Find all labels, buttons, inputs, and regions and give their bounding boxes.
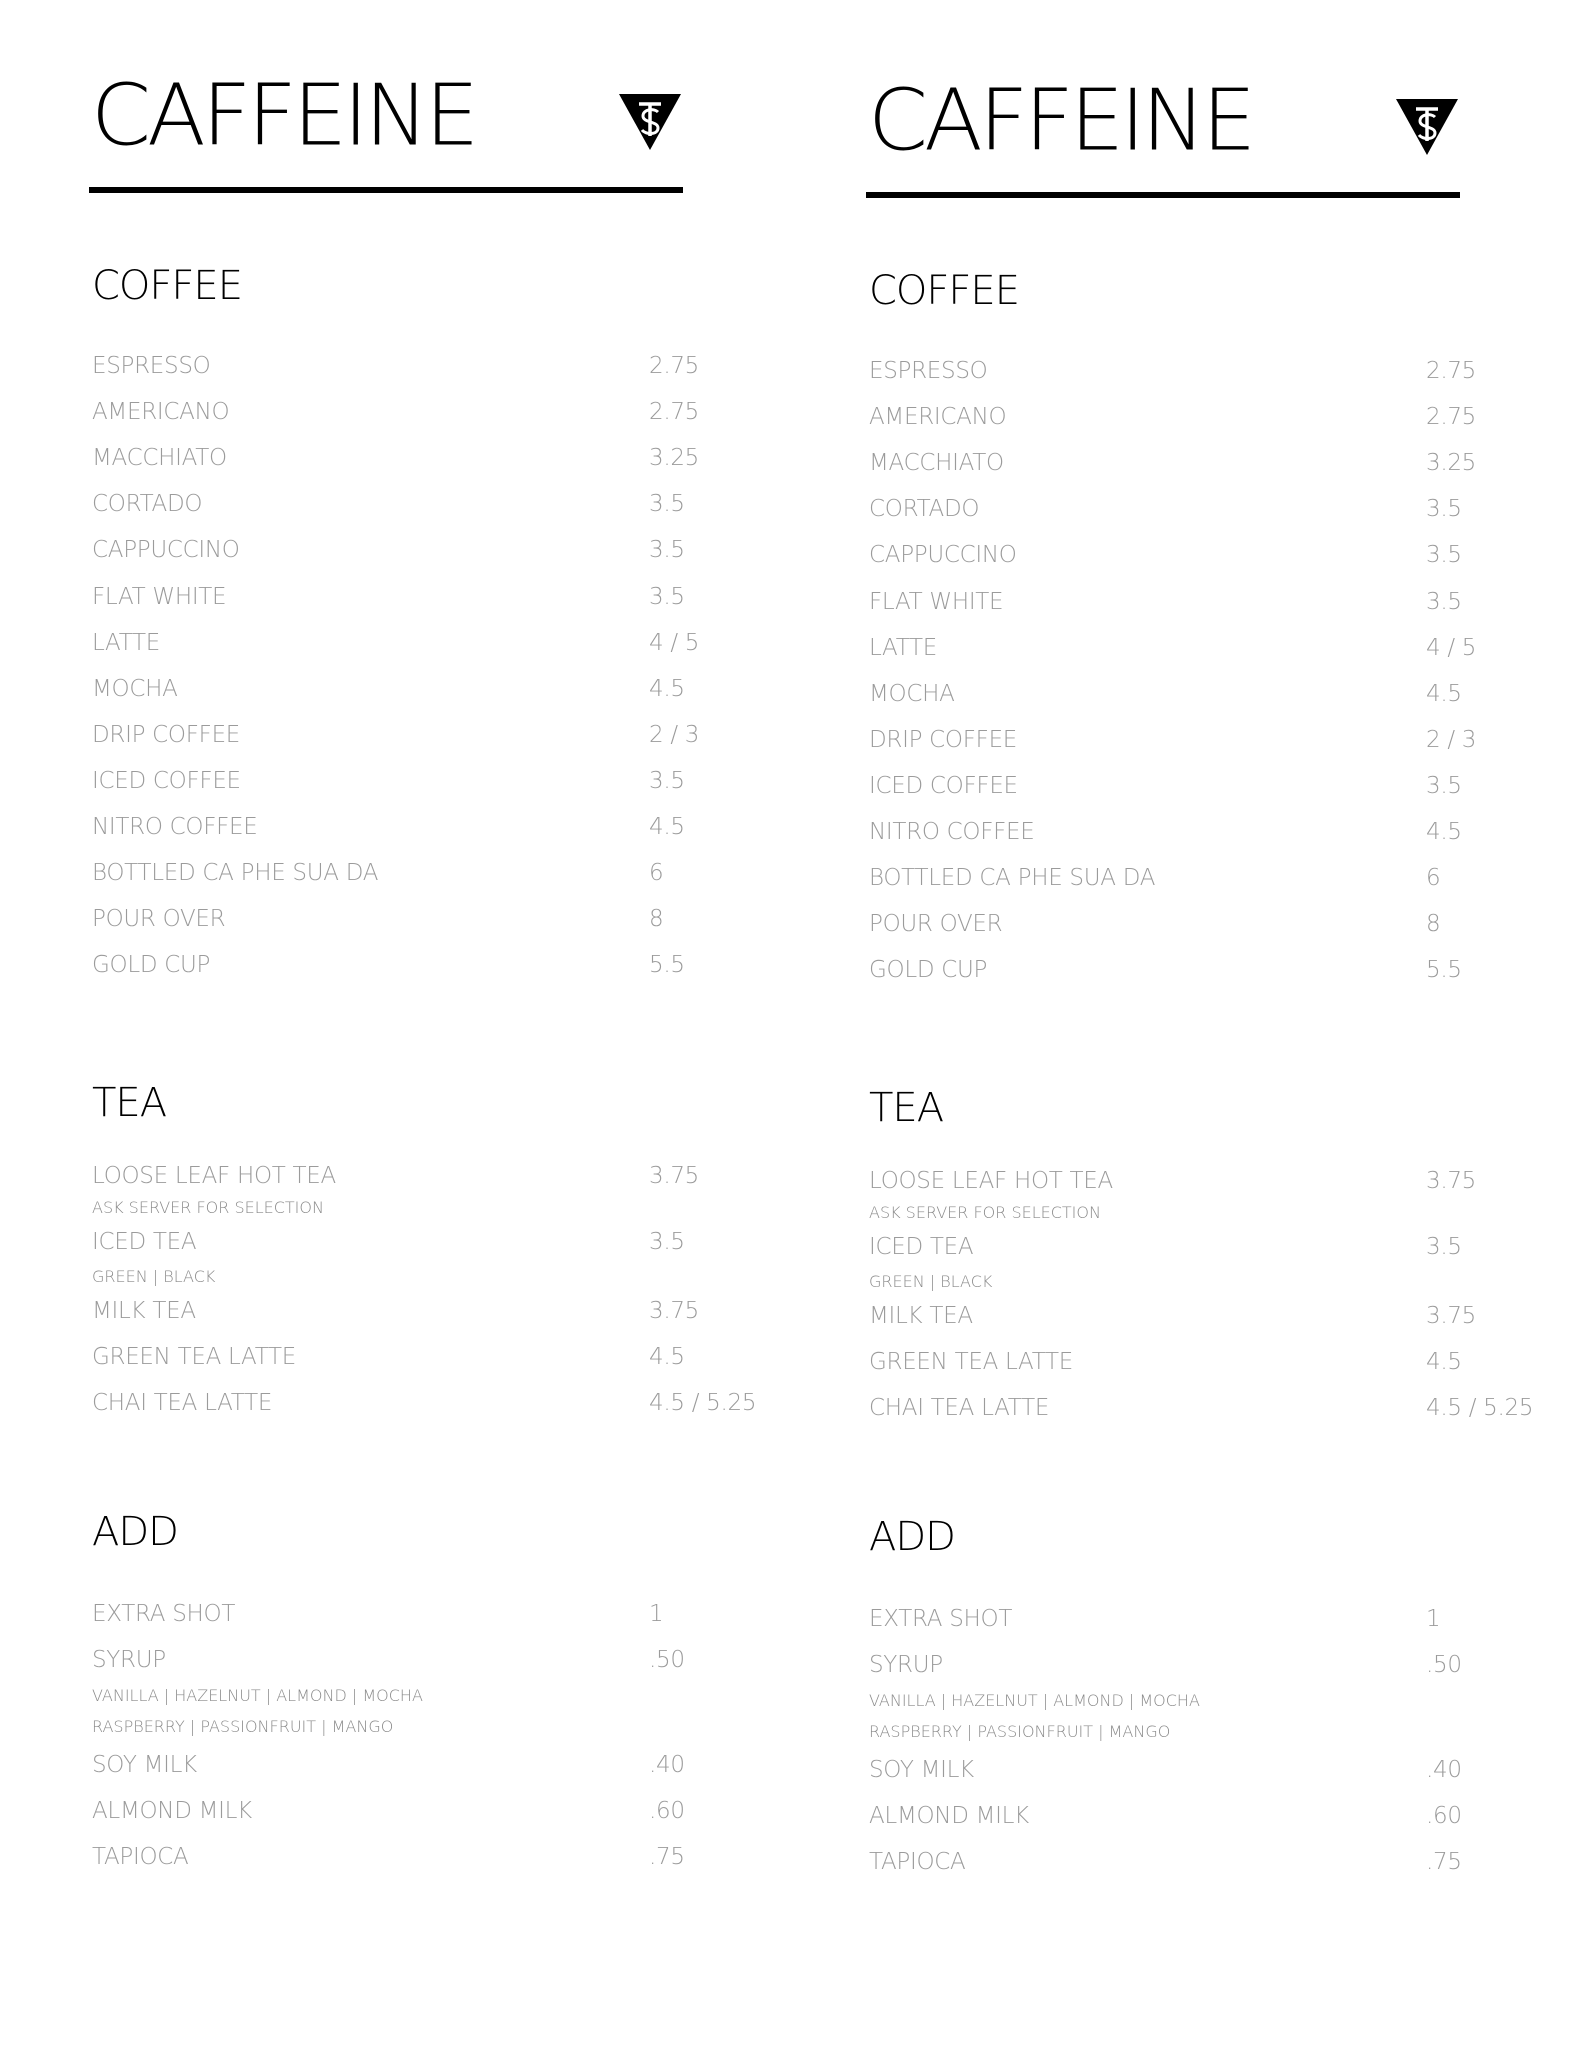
menu-item-note: RASPBERRY | PASSIONFRUIT | MANGO <box>92 1717 394 1736</box>
menu-item-price: 4.5 <box>649 1344 685 1370</box>
menu-item-note: VANILLA | HAZELNUT | ALMOND | MOCHA <box>92 1686 423 1705</box>
menu-item-price: 2.75 <box>1426 404 1477 431</box>
section-title-coffee: COFFEE <box>92 263 242 309</box>
menu-item-name: GREEN TEA LATTE <box>869 1349 1074 1375</box>
menu-item-price: 4.5 <box>1426 1349 1462 1375</box>
menu-item-price: 2 / 3 <box>649 721 700 748</box>
menu-item-name: MOCHA <box>92 675 178 702</box>
menu-item-note: ASK SERVER FOR SELECTION <box>869 1203 1101 1222</box>
menu-item-name: CORTADO <box>869 496 980 523</box>
section-title-tea: TEA <box>869 1085 944 1131</box>
menu-item-name: ESPRESSO <box>92 353 211 379</box>
menu-item-price: .60 <box>1426 1803 1462 1829</box>
menu-item-name: ESPRESSO <box>869 358 988 384</box>
menu-item-price: .75 <box>649 1844 685 1870</box>
menu-item-price: 3.5 <box>649 767 685 794</box>
menu-item-name: SYRUP <box>92 1647 166 1673</box>
menu-item-name: GREEN TEA LATTE <box>92 1344 297 1370</box>
menu-item-price: 3.5 <box>1426 496 1462 523</box>
menu-item-name: GOLD CUP <box>92 952 211 979</box>
menu-item-note: ASK SERVER FOR SELECTION <box>92 1198 324 1217</box>
menu-item-price: 3.75 <box>1426 1168 1477 1194</box>
section-title-add: ADD <box>92 1509 178 1555</box>
menu-item-price: 1 <box>1426 1606 1441 1632</box>
menu-item-name: LATTE <box>92 629 161 656</box>
menu-item-name: EXTRA SHOT <box>92 1601 236 1627</box>
menu-item-name: MOCHA <box>869 680 955 707</box>
menu-item-price: 2.75 <box>649 353 700 379</box>
menu-item-price: 3.5 <box>649 583 685 610</box>
menu-item-price: .50 <box>1426 1652 1462 1678</box>
menu-item-name: CHAI TEA LATTE <box>92 1390 273 1416</box>
menu-item-price: 2.75 <box>1426 358 1477 384</box>
menu-item-price: 4.5 <box>1426 819 1462 845</box>
menu-item-price: 3.5 <box>1426 588 1462 615</box>
section-title-tea: TEA <box>92 1080 167 1126</box>
menu-item-price: 4.5 <box>1426 680 1462 707</box>
menu-item-name: TAPIOCA <box>869 1849 966 1875</box>
menu-item-name: MILK TEA <box>869 1303 973 1329</box>
section-title-add: ADD <box>869 1514 955 1560</box>
menu-item-price: 2.75 <box>649 399 700 426</box>
menu-item-name: DRIP COFFEE <box>92 721 241 748</box>
menu-item-price: 3.25 <box>649 445 700 472</box>
menu-item-name: EXTRA SHOT <box>869 1606 1013 1632</box>
menu-item-price: 3.75 <box>1426 1303 1477 1329</box>
triangle-monogram-ts-icon <box>617 92 683 152</box>
menu-item-name: NITRO COFFEE <box>869 819 1035 845</box>
menu-item-name: CHAI TEA LATTE <box>869 1395 1050 1421</box>
menu-item-price: 1 <box>649 1601 664 1627</box>
menu-item-price: 4 / 5 <box>1426 634 1477 661</box>
menu-item-name: ALMOND MILK <box>92 1798 252 1824</box>
menu-item-name: CORTADO <box>92 491 203 518</box>
menu-item-name: POUR OVER <box>92 906 226 933</box>
menu-item-price: 3.5 <box>1426 1234 1462 1260</box>
menu-item-price: .60 <box>649 1798 685 1824</box>
menu-item-name: LOOSE LEAF HOT TEA <box>92 1163 336 1189</box>
menu-item-price: 3.75 <box>649 1163 700 1189</box>
menu-item-name: LOOSE LEAF HOT TEA <box>869 1168 1113 1194</box>
menu-item-name: SOY MILK <box>92 1752 197 1778</box>
menu-item-name: GOLD CUP <box>869 957 988 984</box>
menu-title: CAFFEINE <box>91 67 476 166</box>
menu-item-name: ALMOND MILK <box>869 1803 1029 1829</box>
menu-item-price: 5.5 <box>1426 957 1462 984</box>
menu-item-price: 2 / 3 <box>1426 726 1477 753</box>
menu-item-price: 4.5 <box>649 814 685 840</box>
menu-item-price: 3.75 <box>649 1298 700 1324</box>
menu-item-price: 4.5 <box>649 675 685 702</box>
menu-item-name: POUR OVER <box>869 911 1003 938</box>
menu-item-price: 3.5 <box>649 491 685 518</box>
menu-item-price: 6 <box>649 860 664 887</box>
menu-item-name: MACCHIATO <box>869 450 1004 477</box>
menu-item-price: 3.5 <box>649 537 685 564</box>
section-title-coffee: COFFEE <box>869 268 1019 314</box>
triangle-monogram-ts-icon <box>1394 97 1460 157</box>
title-divider <box>89 187 683 193</box>
menu-item-note: GREEN | BLACK <box>869 1272 993 1291</box>
menu-item-name: NITRO COFFEE <box>92 814 258 840</box>
menu-item-price: .40 <box>1426 1757 1462 1783</box>
menu-item-name: ICED TEA <box>869 1234 974 1260</box>
menu-title: CAFFEINE <box>868 72 1253 171</box>
menu-item-price: .50 <box>649 1647 685 1673</box>
menu-item-name: BOTTLED CA PHE SUA DA <box>869 865 1156 892</box>
menu-item-price: 3.5 <box>1426 542 1462 569</box>
menu-item-name: DRIP COFFEE <box>869 726 1018 753</box>
menu-item-note: GREEN | BLACK <box>92 1267 216 1286</box>
menu-item-name: CAPPUCCINO <box>92 537 240 564</box>
menu-item-name: CAPPUCCINO <box>869 542 1017 569</box>
menu-item-price: 4.5 / 5.25 <box>649 1390 757 1416</box>
menu-item-price: 6 <box>1426 865 1441 892</box>
menu-item-price: 3.25 <box>1426 450 1477 477</box>
menu-item-price: 3.5 <box>649 1229 685 1255</box>
menu-item-price: 8 <box>1426 911 1441 938</box>
menu-item-name: BOTTLED CA PHE SUA DA <box>92 860 379 887</box>
menu-panel-left <box>89 0 757 2000</box>
menu-item-price: .40 <box>649 1752 685 1778</box>
menu-item-name: MILK TEA <box>92 1298 196 1324</box>
menu-item-note: VANILLA | HAZELNUT | ALMOND | MOCHA <box>869 1691 1200 1710</box>
menu-item-name: ICED COFFEE <box>869 772 1018 799</box>
menu-item-name: ICED COFFEE <box>92 767 241 794</box>
menu-item-name: TAPIOCA <box>92 1844 189 1870</box>
menu-item-name: AMERICANO <box>869 404 1007 431</box>
menu-item-note: RASPBERRY | PASSIONFRUIT | MANGO <box>869 1722 1171 1741</box>
menu-item-price: 4.5 / 5.25 <box>1426 1395 1534 1421</box>
menu-item-name: ICED TEA <box>92 1229 197 1255</box>
menu-item-price: 3.5 <box>1426 772 1462 799</box>
menu-item-name: FLAT WHITE <box>869 588 1004 615</box>
menu-item-price: 4 / 5 <box>649 629 700 656</box>
menu-item-price: .75 <box>1426 1849 1462 1875</box>
menu-item-price: 5.5 <box>649 952 685 979</box>
menu-item-name: AMERICANO <box>92 399 230 426</box>
menu-item-price: 8 <box>649 906 664 933</box>
menu-item-name: SYRUP <box>869 1652 943 1678</box>
menu-item-name: LATTE <box>869 634 938 661</box>
title-divider <box>866 192 1460 198</box>
menu-item-name: MACCHIATO <box>92 445 227 472</box>
menu-item-name: FLAT WHITE <box>92 583 227 610</box>
menu-panel-right <box>866 5 1534 2005</box>
menu-item-name: SOY MILK <box>869 1757 974 1783</box>
